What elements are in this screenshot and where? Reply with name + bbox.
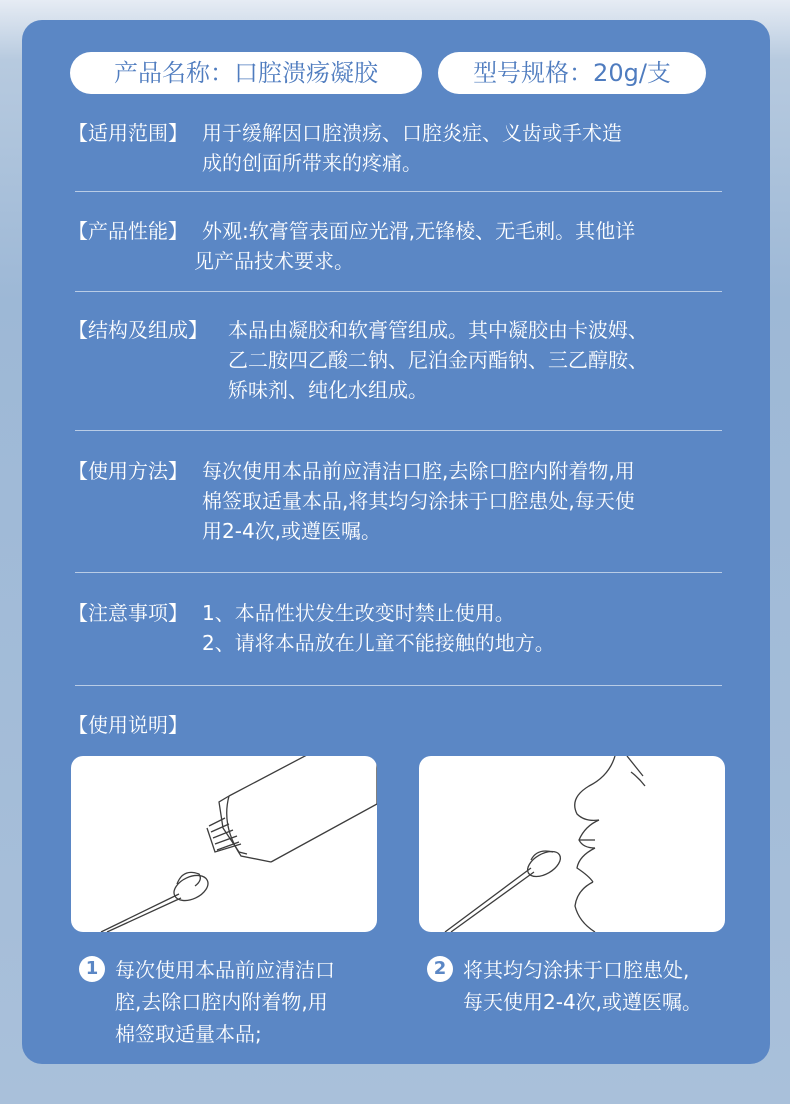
divider bbox=[75, 572, 722, 573]
section-label: 【产品性能】 bbox=[68, 219, 188, 243]
section-line: 用2-4次,或遵医嘱。 bbox=[202, 519, 382, 543]
section-line: 1、本品性状发生改变时禁止使用。 bbox=[202, 601, 515, 625]
section-line: 棉签取适量本品,将其均匀涂抹于口腔患处,每天使 bbox=[202, 489, 635, 513]
section-label: 【结构及组成】 bbox=[68, 318, 208, 342]
gel-tube-swab-illustration bbox=[71, 756, 377, 932]
product-name-pill: 产品名称：口腔溃疡凝胶 bbox=[70, 52, 422, 94]
section-label: 【适用范围】 bbox=[68, 121, 188, 145]
illustration-panel-1 bbox=[71, 756, 377, 932]
step-line: 将其均匀涂抹于口腔患处, bbox=[463, 958, 690, 982]
model-spec-pill: 型号规格：20g/支 bbox=[438, 52, 706, 94]
step-text bbox=[115, 954, 335, 1050]
section-line: 每次使用本品前应清洁口腔,去除口腔内附着物,用 bbox=[202, 459, 635, 483]
step-number-badge: 1 bbox=[79, 956, 105, 982]
section-line: 乙二胺四乙酸二钠、尼泊金丙酯钠、三乙醇胺、 bbox=[228, 348, 648, 372]
step-line: 棉签取适量本品; bbox=[115, 1022, 262, 1046]
section-body bbox=[202, 598, 555, 658]
section-line: 见产品技术要求。 bbox=[194, 249, 354, 273]
section-body bbox=[194, 216, 636, 276]
instructions-heading: 【使用说明】 bbox=[68, 713, 188, 737]
section-line: 用于缓解因口腔溃疡、口腔炎症、义齿或手术造 bbox=[202, 121, 622, 145]
section-line: 外观:软膏管表面应光滑,无锋棱、无毛刺。其他详 bbox=[202, 219, 636, 243]
divider bbox=[75, 685, 722, 686]
section-body bbox=[202, 118, 622, 178]
section-line: 成的创面所带来的疼痛。 bbox=[202, 151, 422, 175]
step-number-badge: 2 bbox=[427, 956, 453, 982]
section-body bbox=[202, 456, 635, 546]
section-line: 本品由凝胶和软膏管组成。其中凝胶由卡波姆、 bbox=[228, 318, 648, 342]
divider bbox=[75, 430, 722, 431]
swab-mouth-illustration bbox=[419, 756, 725, 932]
section-line: 矫味剂、纯化水组成。 bbox=[228, 378, 428, 402]
section-label: 【注意事项】 bbox=[68, 601, 188, 625]
section-label: 【使用方法】 bbox=[68, 459, 188, 483]
step-line: 腔,去除口腔内附着物,用 bbox=[115, 990, 328, 1014]
divider bbox=[75, 291, 722, 292]
step-line: 每天使用2-4次,或遵医嘱。 bbox=[463, 990, 703, 1014]
section-line: 2、请将本品放在儿童不能接触的地方。 bbox=[202, 631, 555, 655]
section-body bbox=[228, 315, 648, 405]
illustration-panel-2 bbox=[419, 756, 725, 932]
step-text bbox=[463, 954, 702, 1018]
divider bbox=[75, 191, 722, 192]
step-line: 每次使用本品前应清洁口 bbox=[115, 958, 335, 982]
